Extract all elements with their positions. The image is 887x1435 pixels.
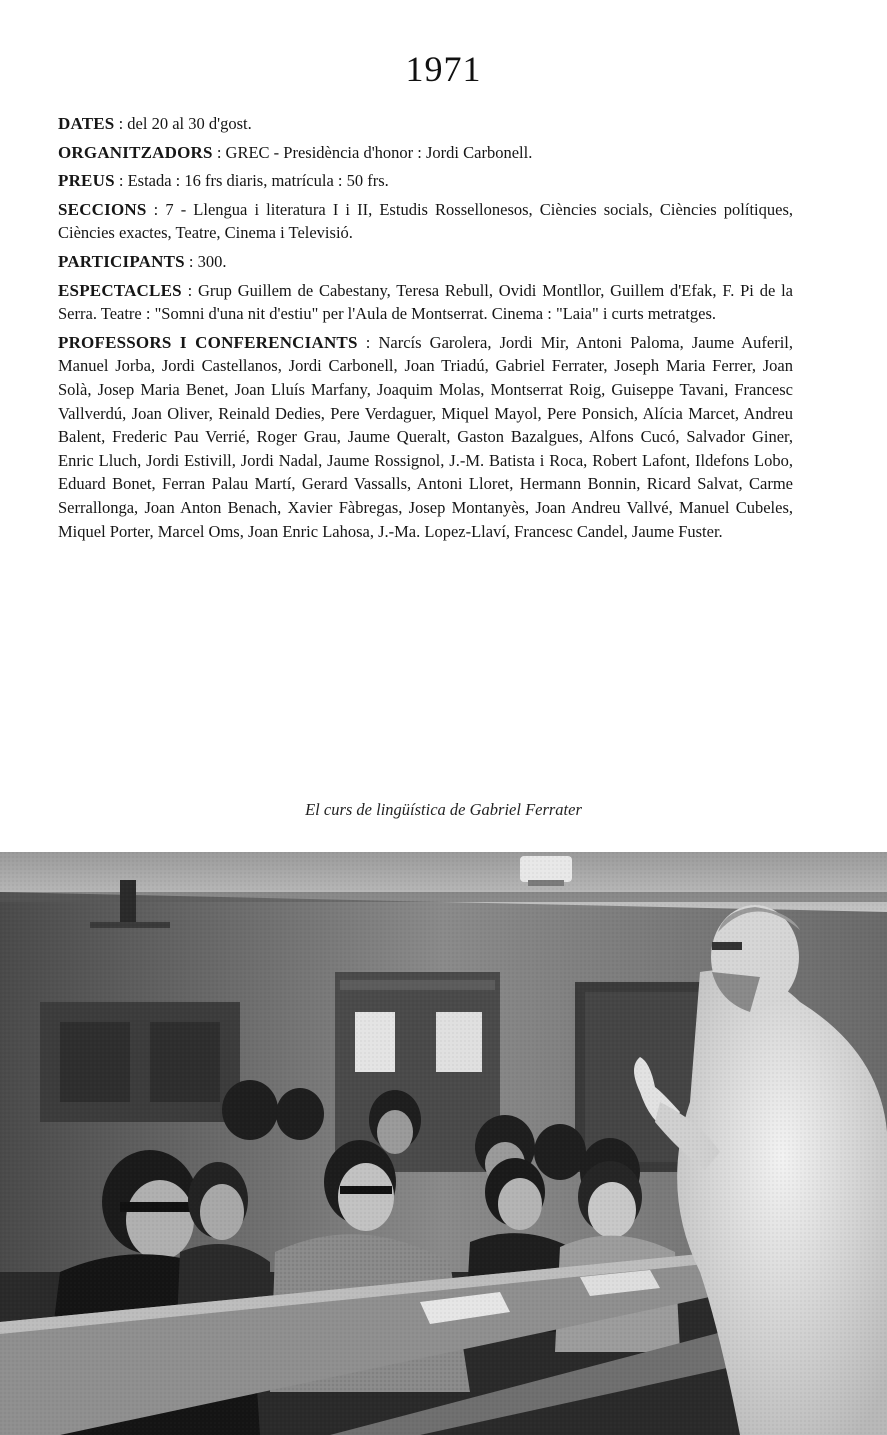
entry-label: DATES [58,114,115,133]
entry-text: Narcís Garolera, Jordi Mir, Antoni Paloma, Jaume Auferil, Manuel Jorba, Jordi Castellanos, Jordi Carbonell, Joan Triadú, Gabriel Ferrater, Joseph Maria Ferrer, Joan Solà, Josep Maria Benet, Joan Lluís Marfany, Joaquim Molas, Montserrat Roig, Guiseppe Tavani, Francesc Vallverdú, Joan Oliver, Reinald Dedies, Pere Verdaguer, Miquel Mayol, Pere Ponsich, Alícia Marcet, Andreu Balent, Frederic Pau Verrié, Roger Grau, Jaume Queralt, Gaston Bazalgues, Alfons Cucó, Salvador Giner, Enric Lluch, Jordi Estivill, Jordi Nadal, Jaume Rossignol, J.-M. Batista i Roca, Robert Lafont, Ildefons Lobo, Eduard Bonet, Ferran Palau Martí, Gerard Vassalls, Antoni Lloret, Hermann Bonnin, Ricard Salvat, Carme Serrallonga, Joan Anton Benach, Xavier Fàbregas, Josep Montanyès, Joan Andreu Vallvé, Manuel Cubeles, Miquel Porter, Marcel Oms, Joan Enric Lahosa, J.-Ma. Lopez-Llaví, Francesc Candel, Jaume Fuster. [58,332,794,541]
photo-caption: El curs de lingüística de Gabriel Ferrater [305,800,582,819]
page-year-heading: 1971 [405,49,482,89]
entry-seccions: SECCIONS : 7 - Llengua i literatura I i II, Estudis Rossellonesos, Ciències socials, Ciències polítiques, Ciències exactes, Teatre, Cinema i Televisió. [58,199,793,243]
entry-text: Estada : 16 frs diaris, matrícula : 50 frs. [127,171,389,191]
entry-dates: DATES : del 20 al 30 d'gost. [58,114,252,133]
entry-text: Grup Guillem de Cabestany, Teresa Rebull, Ovidi Montllor, Guillem d'Efak, F. Pi de la Serra. Teatre : "Somni d'una nit d'estiu" per l'Aula de Montserrat. Cinema : "Laia" i curts metratges. [58,280,793,324]
entry-professors: PROFESSORS I CONFERENCIANTS : Narcís Garolera, Jordi Mir, Antoni Paloma, Jaume Auferil, Manuel Jorba, Jordi Castellanos, Jordi Carbonell, Joan Triadú, Gabriel Ferrater, Joseph Maria Ferrer, Joan Solà, Josep Maria Benet, Joan Lluís Marfany, Joaquim Molas, Montserrat Roig, Guiseppe Tavani, Francesc Vallverdú, Joan Oliver, Reinald Dedies, Pere Verdaguer, Miquel Mayol, Pere Ponsich, Alícia Marcet, Andreu Balent, Frederic Pau Verrié, Roger Grau, Jaume Queralt, Gaston Bazalgues, Alfons Cucó, Salvador Giner, Enric Lluch, Jordi Estivill, Jordi Nadal, Jaume Rossignol, J.-M. Batista i Roca, Robert Lafont, Ildefons Lobo, Eduard Bonet, Ferran Palau Martí, Gerard Vassalls, Antoni Lloret, Hermann Bonnin, Ricard Salvat, Carme Serrallonga, Joan Anton Benach, Xavier Fàbregas, Josep Montanyès, Joan Andreu Vallvé, Manuel Cubeles, Miquel Porter, Marcel Oms, Joan Enric Lahosa, J.-Ma. Lopez-Llaví, Francesc Candel, Jaume Fuster. [58,332,794,541]
entry-text: del 20 al 30 d'gost. [127,114,252,133]
entry-label: PROFESSORS I CONFERENCIANTS [58,332,358,352]
entry-organitzadors: ORGANITZADORS : GREC - Presidència d'honor : Jordi Carbonell. [58,142,533,162]
entry-label: PARTICIPANTS [58,251,185,271]
entry-espectacles: ESPECTACLES : Grup Guillem de Cabestany, Teresa Rebull, Ovidi Montllor, Guillem d'Efak, F. Pi de la Serra. Teatre : "Somni d'una nit d'estiu" per l'Aula de Montserrat. Cinema : "Laia" i curts metratges. [58,280,793,324]
entry-label: SECCIONS [58,199,147,219]
entry-text: 7 - Llengua i literatura I i II, Estudis Rossellonesos, Ciències socials, Ciències polítiques, Ciències exactes, Teatre, Cinema i Televisió. [58,199,793,243]
entry-label: PREUS [58,171,115,191]
entry-text: 300. [197,251,227,271]
entry-label: ORGANITZADORS [58,142,213,162]
entry-label: ESPECTACLES [58,280,182,300]
entry-preus: PREUS : Estada : 16 frs diaris, matrícula : 50 frs. [58,171,389,191]
entry-participants: PARTICIPANTS : 300. [58,251,227,271]
festival-details [58,112,793,548]
entry-text: GREC - Presidència d'honor : Jordi Carbonell. [225,142,533,162]
classroom-lecture-photo [0,852,887,1435]
